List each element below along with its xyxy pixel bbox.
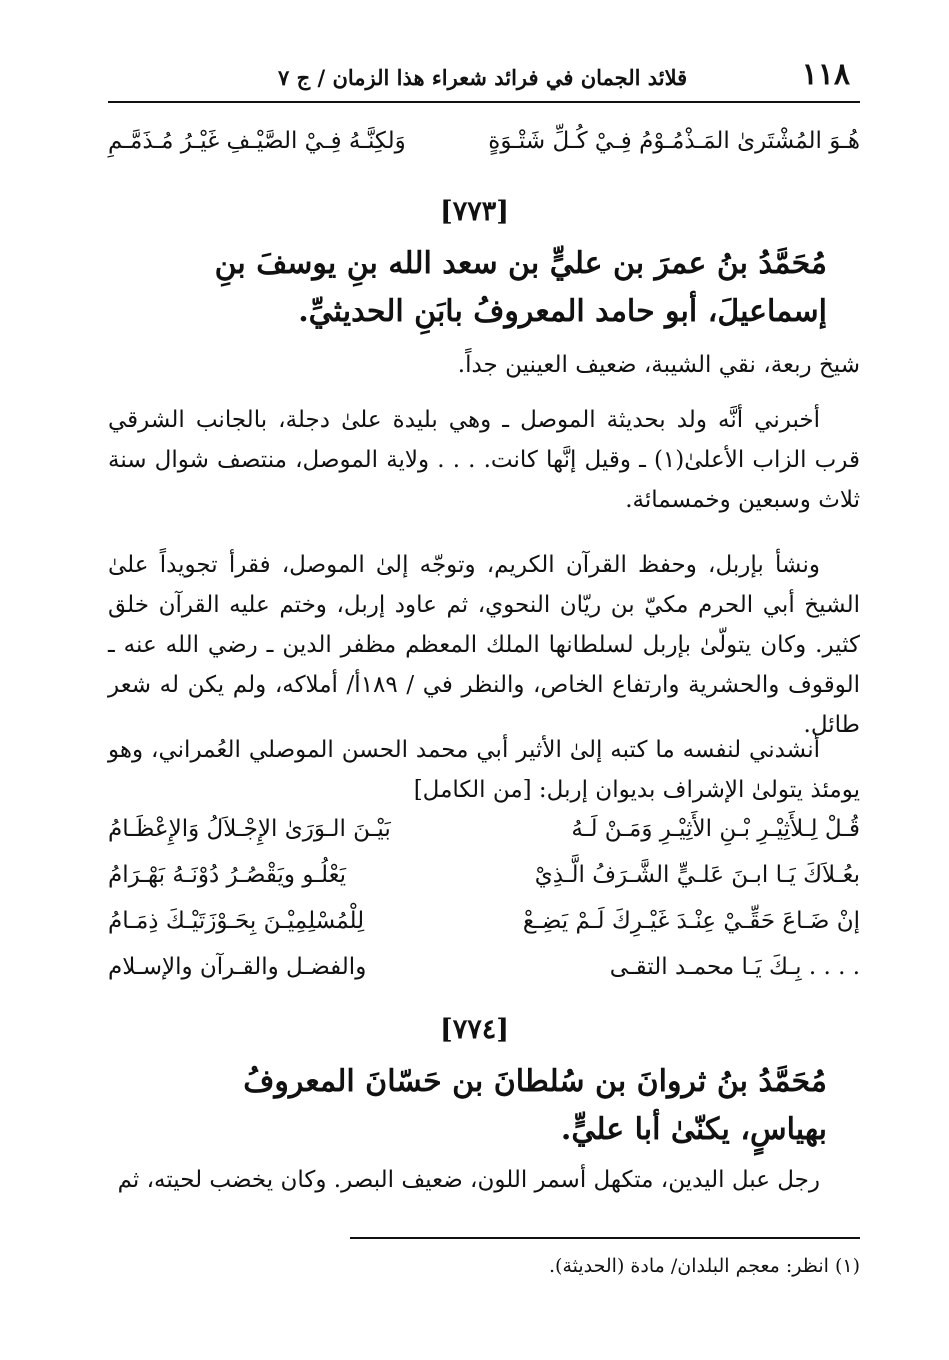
page-header xyxy=(108,55,860,103)
entry-773-paragraph-2: أخبرني أنَّه ولد بحديثة الموصل ـ وهي بليدة علىٰ دجلة، بالجانب الشرقي قرب الزاب الأعلىٰ(١) ـ وقيل إنَّها كانت. . . . ولاية الموصل، منتصف شوال سنة ثلاث وسبعين وخمسمائة. xyxy=(108,407,860,513)
poem-verse xyxy=(108,816,860,856)
verse-second-hemistich: والفضـل والقـرآن والإسـلام xyxy=(108,954,367,980)
entry-774-paragraph-1: رجل عبل اليدين، متكهل أسمر اللون، ضعيف البصر. وكان يخضب لحيته، ثم xyxy=(117,1167,820,1193)
entry-773-paragraph-1: شيخ ربعة، نقي الشيبة، ضعيف العينين جداً. xyxy=(457,352,860,378)
top-verse xyxy=(108,128,860,168)
footnote: (١) انظر: معجم البلدان/ مادة (الحديثة). xyxy=(549,1255,860,1277)
entry-number-773: [٧٧٣] xyxy=(439,196,510,227)
entry-773-paragraph-3: ونشأ بإربل، وحفظ القرآن الكريم، وتوجّه إلىٰ الموصل، فقرأ تجويداً علىٰ الشيخ أبي الحرم مكيّ بن ريّان النحوي، ثم عاود إربل، وختم عليه القرآن خلق كثير. وكان يتولّىٰ بإربل لسلطانها الملك المعظم مظفر الدين ـ رضي الله عنه ـ الوقوف والحشرية وارتفاع الخاص، والنظر في / ١٨٩أ/ أملاكه، ولم يكن له شعر طائل. xyxy=(108,552,860,738)
verse-second-hemistich: يَعْلُـو ويَقْصُـرُ دُوْنَـهُ بَهْـرَامُ xyxy=(108,862,347,888)
verse-first-hemistich: . . . . بِـكَ يَـا محمـد التقـى xyxy=(609,954,860,980)
poem-verse xyxy=(108,908,860,948)
entry-title-773: مُحَمَّدُ بنُ عمرَ بن عليٍّ بن سعد الله بنِ يوسفَ بنِ إسماعيلَ، أبو حامد المعروفُ بابَنِ الحديثيِّ. xyxy=(214,246,827,329)
footnote-divider xyxy=(350,1237,860,1239)
verse-second-hemistich: لِلْمُسْلِمِيْـنَ بِحَـوْزَتَيْـكَ ذِمَـامُ xyxy=(108,908,365,934)
verse-first-hemistich: قُـلْ لِـلأَثِيْـرِ بْـنِ الأَثِيْـرِ وَمَـنْ لَـهُ xyxy=(571,816,860,842)
entry-773-paragraph-4: أنشدني لنفسه ما كتبه إلىٰ الأثير أبي محمد الحسن الموصلي العُمراني، وهو يومئذ يتولىٰ الإشراف بديوان إربل: [من الكامل] xyxy=(108,737,860,803)
verse-first-hemistich: بعُـلاَكَ يَـا ابـنَ عَلـيٍّ الشَّـرَفُ الَّـذِيْ xyxy=(534,862,860,888)
verse-second-hemistich: وَلكِنَّـهُ فِـيْ الصَّيْـفِ غَيْـرُ مُـذَمَّـمِ xyxy=(108,128,406,154)
page-number: ١١٨ xyxy=(801,57,850,92)
verse-first-hemistich: إنْ ضَـاعَ حَقِّـيْ عِنْـدَ غَيْـرِكَ لَـمْ يَضِـعْ xyxy=(522,908,860,934)
poem-verse xyxy=(108,954,860,994)
entry-title-774: مُحَمَّدُ بنُ ثروانَ بن سُلطانَ بن حَسّانَ المعروفُ بهياسٍ، يكنّىٰ أبا عليٍّ. xyxy=(243,1064,827,1147)
poem-verse xyxy=(108,862,860,902)
verse-second-hemistich: بَيْـنَ الـوَرَىٰ الإِجْـلاَلُ وَالإِعْظَـامُ xyxy=(108,816,391,842)
entry-number-774: [٧٧٤] xyxy=(439,1014,510,1045)
running-title: قلائد الجمان في فرائد شعراء هذا الزمان / ج ٧ xyxy=(278,65,688,90)
verse-first-hemistich: هُـوَ المُشْتَرىٰ المَـذْمُـوْمُ فِـيْ كُـلِّ شَتْـوَةٍ xyxy=(488,128,860,154)
